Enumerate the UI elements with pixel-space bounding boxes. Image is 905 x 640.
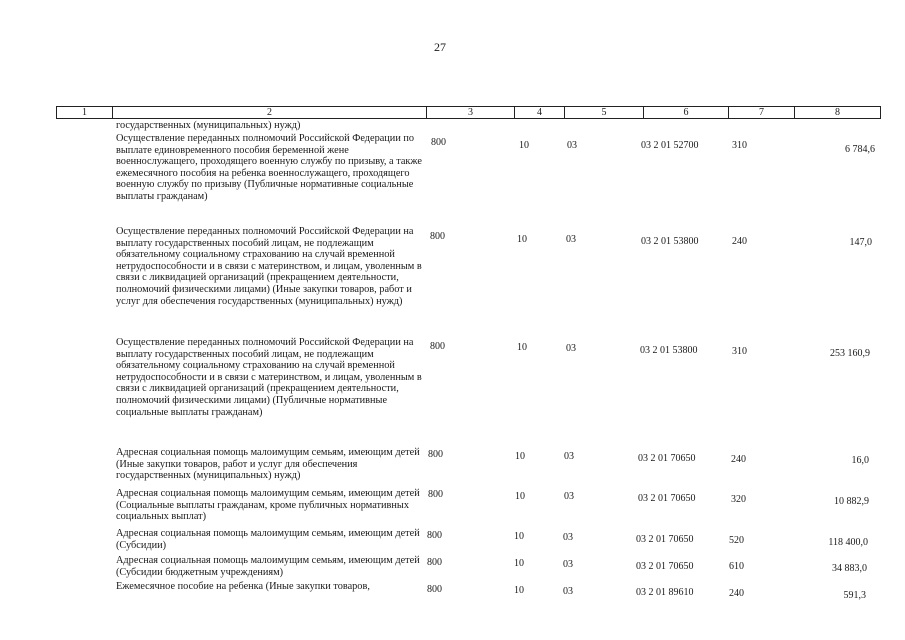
row-amount: 10 882,9 (834, 496, 869, 507)
row-col-7: 240 (729, 588, 744, 599)
row-col-6: 03 2 01 70650 (638, 493, 696, 504)
header-col-5: 5 (565, 107, 644, 118)
row-col-5: 03 (563, 586, 573, 597)
row-amount: 6 784,6 (845, 144, 875, 155)
row-amount: 16,0 (851, 455, 869, 466)
row-col-3: 800 (428, 449, 443, 460)
row-col-6: 03 2 01 53800 (641, 236, 699, 247)
row-col-6: 03 2 01 70650 (636, 561, 694, 572)
row-col-4: 10 (515, 451, 525, 462)
row-amount: 118 400,0 (828, 537, 868, 548)
row-col-7: 320 (731, 494, 746, 505)
row-col-3: 800 (428, 489, 443, 500)
row-col-3: 800 (430, 341, 445, 352)
row-col-5: 03 (566, 234, 576, 245)
row-col-4: 10 (514, 558, 524, 569)
row-col-7: 240 (732, 236, 747, 247)
row-col-7: 310 (732, 346, 747, 357)
row-description: Адресная социальная помощь малоимущим семьям, имеющим детей (Субсидии) (116, 528, 420, 551)
row-description: Ежемесячное пособие на ребенка (Иные закупки товаров, (116, 581, 370, 592)
row-col-4: 10 (519, 140, 529, 151)
row-col-5: 03 (563, 532, 573, 543)
header-col-8: 8 (835, 107, 840, 118)
row-col-6: 03 2 01 70650 (638, 453, 696, 464)
row-col-3: 800 (430, 231, 445, 242)
row-col-3: 800 (427, 530, 442, 541)
row-col-7: 610 (729, 561, 744, 572)
row-amount: 147,0 (849, 237, 872, 248)
header-col-7: 7 (729, 107, 795, 118)
row-description: Адресная социальная помощь малоимущим семьям, имеющим детей (Субсидии бюджетным учреждениям) (116, 555, 420, 578)
header-col-1: 1 (57, 107, 113, 118)
row-col-5: 03 (563, 559, 573, 570)
header-col-2: 2 (113, 107, 427, 118)
row-col-4: 10 (517, 342, 527, 353)
row-col-3: 800 (431, 137, 446, 148)
row-col-7: 240 (731, 454, 746, 465)
row-col-5: 03 (567, 140, 577, 151)
row-col-6: 03 2 01 70650 (636, 534, 694, 545)
row-col-6: 03 2 01 53800 (640, 345, 698, 356)
row-col-4: 10 (514, 585, 524, 596)
header-col-3: 3 (427, 107, 515, 118)
row-col-3: 800 (427, 584, 442, 595)
header-col-4: 4 (515, 107, 565, 118)
row-col-5: 03 (564, 451, 574, 462)
row-col-6: 03 2 01 89610 (636, 587, 694, 598)
row-amount: 34 883,0 (832, 563, 867, 574)
row-description: Осуществление переданных полномочий Российской Федерации на выплату государственных пособий лицам, не подлежащим обязательному социальному страхованию на случай временной нетрудоспособности и в связи с материнством, и лицам, уволенным в связи с ликвидацией организаций (прекращением деятельности, полномочий физическими лицами) (Иные закупки товаров, работ и услуг для обеспечения государственных (муниципальных) нужд) (116, 226, 422, 307)
row-col-4: 10 (517, 234, 527, 245)
row-col-7: 520 (729, 535, 744, 546)
continuation-text: государственных (муниципальных) нужд) (116, 120, 301, 131)
row-description: Осуществление переданных полномочий Российской Федерации по выплате единовременного пособия беременной жене военнослужащего, проходящего военную службу по призыву, а также ежемесячного пособия на ребенка военнослужащего, проходящего военную службу по призыву (Публичные нормативные социальные выплаты гражданам) (116, 133, 422, 202)
page-number: 27 (434, 40, 446, 54)
row-description: Осуществление переданных полномочий Российской Федерации на выплату государственных пособий лицам, не подлежащим обязательному социальному страхованию на случай временной нетрудоспособности и в связи с материнством, и лицам, уволенным в связи с ликвидацией организаций (прекращением деятельности, полномочий физическими лицами) (Публичные нормативные социальные выплаты гражданам) (116, 337, 422, 418)
row-amount: 591,3 (843, 590, 866, 601)
row-col-3: 800 (427, 557, 442, 568)
row-description: Адресная социальная помощь малоимущим семьям, имеющим детей (Социальные выплаты гражданам, кроме публичных нормативных социальных выплат) (116, 488, 420, 523)
row-col-5: 03 (564, 491, 574, 502)
row-col-5: 03 (566, 343, 576, 354)
row-col-6: 03 2 01 52700 (641, 140, 699, 151)
header-col-6: 6 (644, 107, 729, 118)
row-description: Адресная социальная помощь малоимущим семьям, имеющим детей (Иные закупки товаров, работ и услуг для обеспечения государственных (муниципальных) нужд) (116, 447, 420, 482)
row-col-4: 10 (515, 491, 525, 502)
row-col-4: 10 (514, 531, 524, 542)
row-amount: 253 160,9 (830, 348, 870, 359)
row-col-7: 310 (732, 140, 747, 151)
table-header-row (56, 106, 881, 119)
